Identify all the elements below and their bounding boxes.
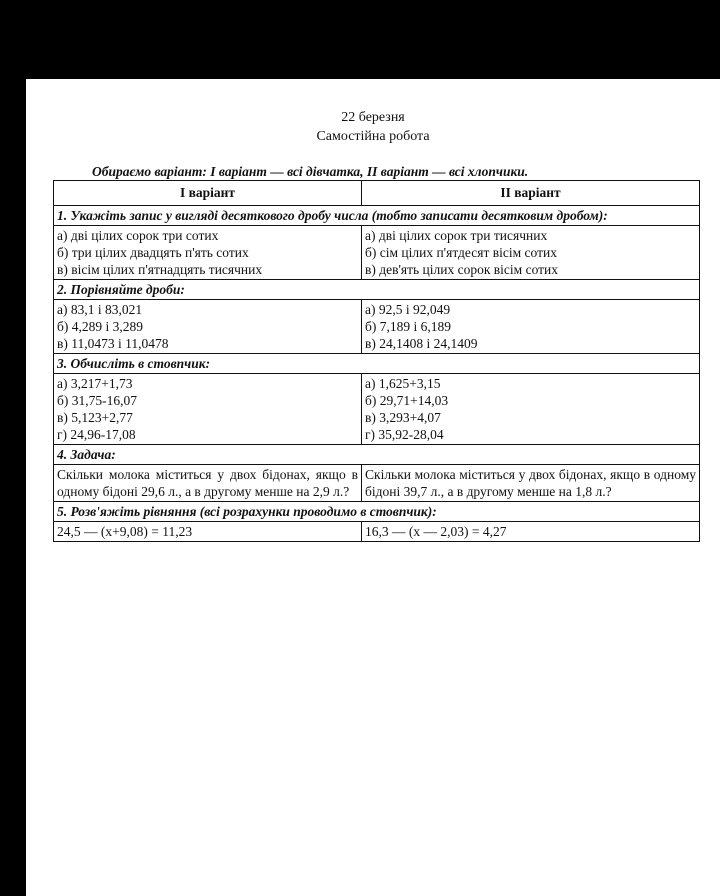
task-3-variant-1 [54,374,362,445]
list-item: а) 92,5 і 92,049 [365,302,451,317]
variant-2-header: II варіант [362,181,700,206]
list-item: а) 1,625+3,15 [365,376,441,391]
task-5-variant-1: 24,5 — (x+9,08) = 11,23 [54,522,362,542]
list-item: а) дві цілих сорок три сотих [57,228,219,243]
task-2-variant-2 [362,300,700,354]
task-2-title: 2. Порівняйте дроби: [54,280,700,300]
list-item: в) 24,1408 і 24,1409 [365,336,478,351]
worksheet-title: Самостійна робота [316,129,430,144]
list-item: в) вісім цілих п'ятнадцять тисячних [57,262,263,277]
task-4-variant-2: Скільки молока міститься у двох бідонах, якщо в одному бідоні 39,7 л., а в другому менше на 1,8 л.? [362,465,700,502]
list-item: в) 11,0473 і 11,0478 [57,336,169,351]
list-item: б) три цілих двадцять п'ять сотих [57,245,249,260]
worksheet-page [26,79,720,896]
list-item: б) 4,289 і 3,289 [57,319,143,334]
list-item: г) 35,92-28,04 [365,427,444,442]
list-item: б) 7,189 і 6,189 [365,319,451,334]
task-2-variant-1 [54,300,362,354]
task-3-variant-2 [362,374,700,445]
list-item: а) 3,217+1,73 [57,376,133,391]
tasks-table [53,180,700,542]
task-1-variant-2 [362,226,700,280]
task-4-title: 4. Задача: [54,445,700,465]
list-item: а) дві цілих сорок три тисячних [365,228,548,243]
task-3-title: 3. Обчисліть в стовпчик: [54,354,700,374]
task-1-title: 1. Укажіть запис у вигляді десяткового дробу числа (тобто записати десятковим дробом): [54,206,700,226]
worksheet-date: 22 березня [341,110,405,125]
variant-instruction: Обираємо варіант: I варіант — всі дівчатка, II варіант — всі хлопчики. [92,164,529,179]
task-5-variant-2: 16,3 — (x — 2,03) = 4,27 [362,522,700,542]
list-item: в) 5,123+2,77 [57,410,133,425]
task-1-variant-1 [54,226,362,280]
list-item: б) 31,75-16,07 [57,393,137,408]
list-item: в) дев'ять цілих сорок вісім сотих [365,262,559,277]
list-item: б) сім цілих п'ятдесят вісім сотих [365,245,557,260]
list-item: а) 83,1 і 83,021 [57,302,143,317]
list-item: в) 3,293+4,07 [365,410,441,425]
list-item: г) 24,96-17,08 [57,427,136,442]
list-item: б) 29,71+14,03 [365,393,449,408]
task-5-title: 5. Розв'яжіть рівняння (всі розрахунки проводимо в стовпчик): [54,502,700,522]
task-4-variant-1: Скільки молока міститься у двох бідонах, якщо в одному бідоні 29,6 л., а в другому менше на 2,9 л.? [54,465,362,502]
variant-1-header: I варіант [54,181,362,206]
